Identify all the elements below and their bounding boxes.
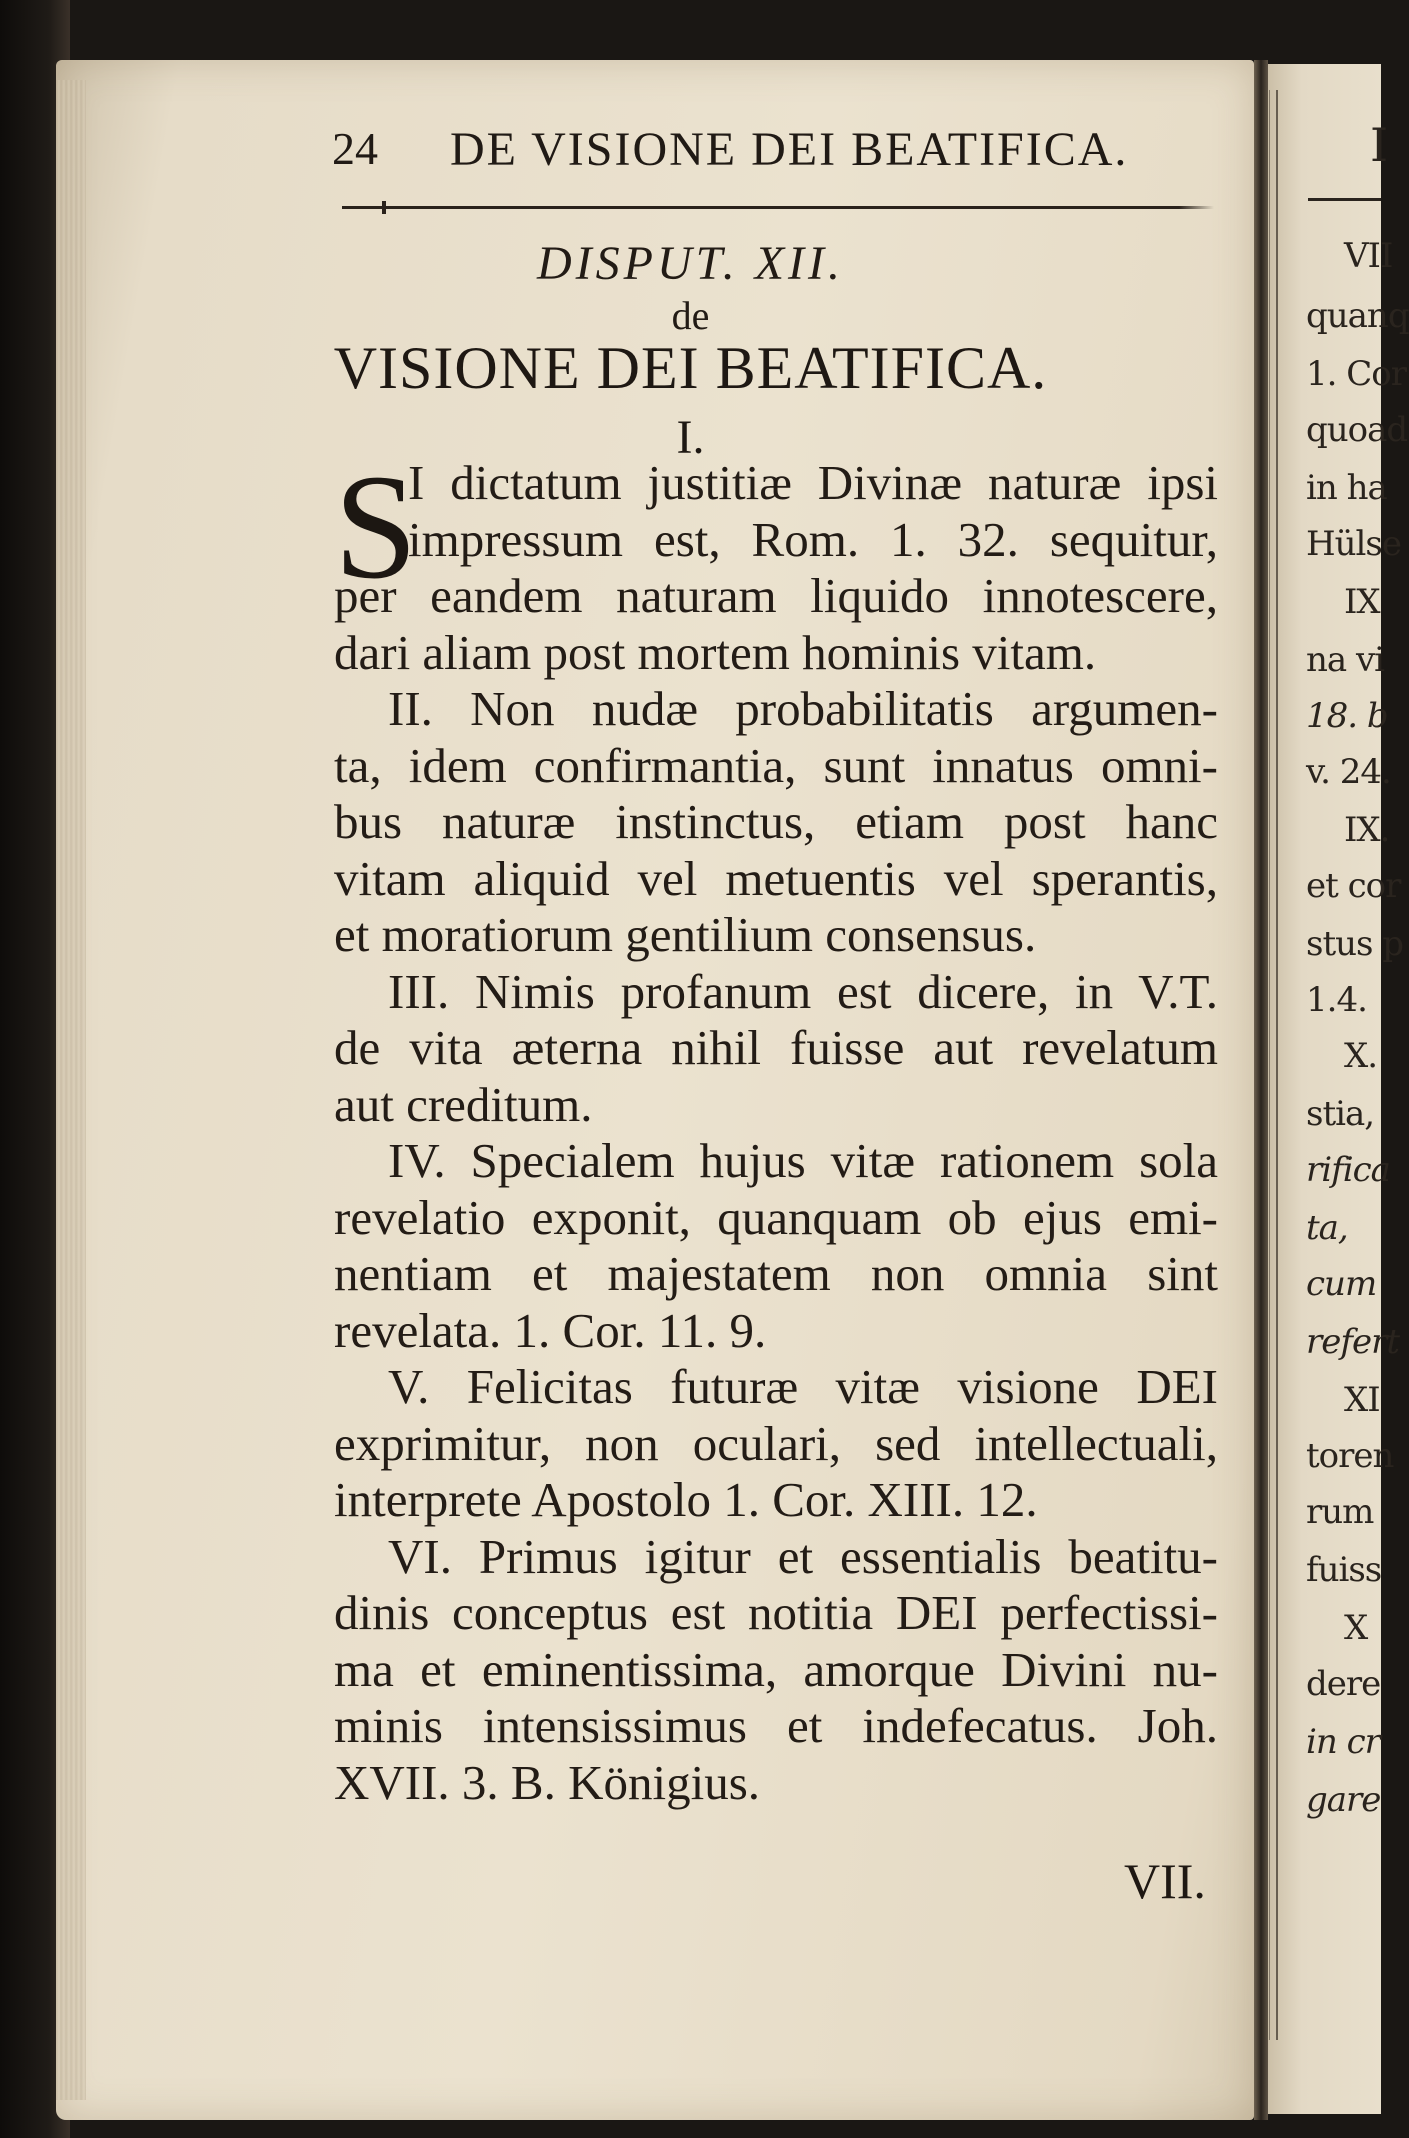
facing-page-header: I xyxy=(1370,118,1389,172)
text-line: revelata. 1. Cor. 11. 9. xyxy=(334,1302,767,1358)
text-line: revelatio exponit, quanquam ob ejus emi- xyxy=(334,1189,1218,1245)
page-title: VISIONE DEI BEATIFICA. xyxy=(333,335,1048,401)
text-line: dinis conceptus est notitia DEI perfectissi- xyxy=(334,1585,1218,1640)
text-line: vitam aliquid vel metuentis vel sperantis, xyxy=(334,850,1218,906)
facing-text-line: VII xyxy=(1344,236,1393,276)
section-numeral: I. xyxy=(676,411,705,464)
facing-text-line: XI xyxy=(1344,1380,1380,1420)
facing-text-line: ta, xyxy=(1306,1208,1348,1248)
text-line: ta, idem confirmantia, sunt innatus omni- xyxy=(334,737,1218,793)
facing-text-line: rifica xyxy=(1306,1150,1390,1190)
facing-text-line: stus p xyxy=(1306,924,1404,964)
title-preposition: de xyxy=(671,293,710,338)
facing-text-line: toren xyxy=(1306,1436,1394,1476)
text-line: dari aliam post mortem hominis vitam. xyxy=(334,624,1097,680)
text-line: et moratiorum gentilium consensus. xyxy=(334,907,1037,962)
facing-text-line: in ha xyxy=(1306,468,1387,508)
text-line: nentiam et majestatem non omnia sint xyxy=(334,1246,1218,1301)
facing-text-line: gare xyxy=(1306,1780,1381,1820)
facing-text-line: IX. xyxy=(1344,810,1390,850)
text-line: IV. Specialem hujus vitæ rationem sola xyxy=(388,1133,1218,1188)
header-rule xyxy=(342,206,1214,209)
text-line: impressum est, Rom. 1. 32. sequitur, xyxy=(408,511,1218,567)
disputation-label: DISPUT. XII. xyxy=(536,237,845,290)
facing-text-line: in cr xyxy=(1306,1722,1380,1762)
text-line: II. Non nudæ probabilitatis argumen- xyxy=(388,681,1218,736)
facing-text-line: v. 24. xyxy=(1306,752,1391,792)
facing-text-line: IX xyxy=(1344,582,1380,622)
text-line: VI. Primus igitur et essentialis beatitu- xyxy=(388,1528,1218,1584)
text-line: bus naturæ instinctus, etiam post hanc xyxy=(334,794,1218,849)
drop-cap: S xyxy=(334,444,418,610)
facing-text-line: 1.4. xyxy=(1306,980,1367,1020)
running-head: DE VISIONE DEI BEATIFICA. xyxy=(450,123,1129,176)
text-line: XVII. 3. B. Königius. xyxy=(334,1754,761,1810)
text-line: V. Felicitas futuræ vitæ visione DEI xyxy=(388,1359,1218,1414)
facing-text-line: stia, xyxy=(1306,1094,1375,1134)
text-line: III. Nimis profanum est dicere, in V.T. xyxy=(388,963,1218,1019)
text-line: per eandem naturam liquido innotescere, xyxy=(334,568,1218,623)
text-line: I dictatum justitiæ Divinæ naturæ ipsi xyxy=(408,455,1218,510)
facing-text-line: dere xyxy=(1306,1664,1381,1704)
text-line: aut creditum. xyxy=(334,1076,593,1132)
facing-text-line: 18. b xyxy=(1306,696,1388,736)
facing-text-line: 1. Cor xyxy=(1306,354,1406,394)
facing-text-line: fuiss xyxy=(1306,1550,1382,1590)
text-line: ma et eminentissima, amorque Divini nu- xyxy=(334,1641,1218,1697)
page-number: 24 xyxy=(332,123,378,174)
facing-text-line: quanq xyxy=(1306,296,1409,336)
facing-text-line: X. xyxy=(1344,1036,1378,1076)
facing-text-line: et cor xyxy=(1306,866,1401,906)
facing-text-line: Hülse xyxy=(1306,524,1401,564)
facing-text-line: quoad xyxy=(1306,410,1408,450)
facing-page-rule xyxy=(1308,198,1381,201)
text-line: minis intensissimus et indefecatus. Joh. xyxy=(334,1698,1218,1753)
facing-text-line: cum xyxy=(1306,1264,1377,1304)
text-line: interprete Apostolo 1. Cor. XIII. 12. xyxy=(334,1472,1038,1527)
text-line: exprimitur, non oculari, sed intellectuali, xyxy=(334,1415,1218,1471)
facing-text-line: rum xyxy=(1306,1492,1374,1532)
facing-text-line: refert xyxy=(1306,1322,1399,1362)
text-line: de vita æterna nihil fuisse aut revelatum xyxy=(334,1020,1218,1075)
facing-text-line: X xyxy=(1344,1608,1368,1648)
catchword: VII. xyxy=(1124,1853,1206,1909)
facing-text-line: na vi xyxy=(1306,640,1385,680)
